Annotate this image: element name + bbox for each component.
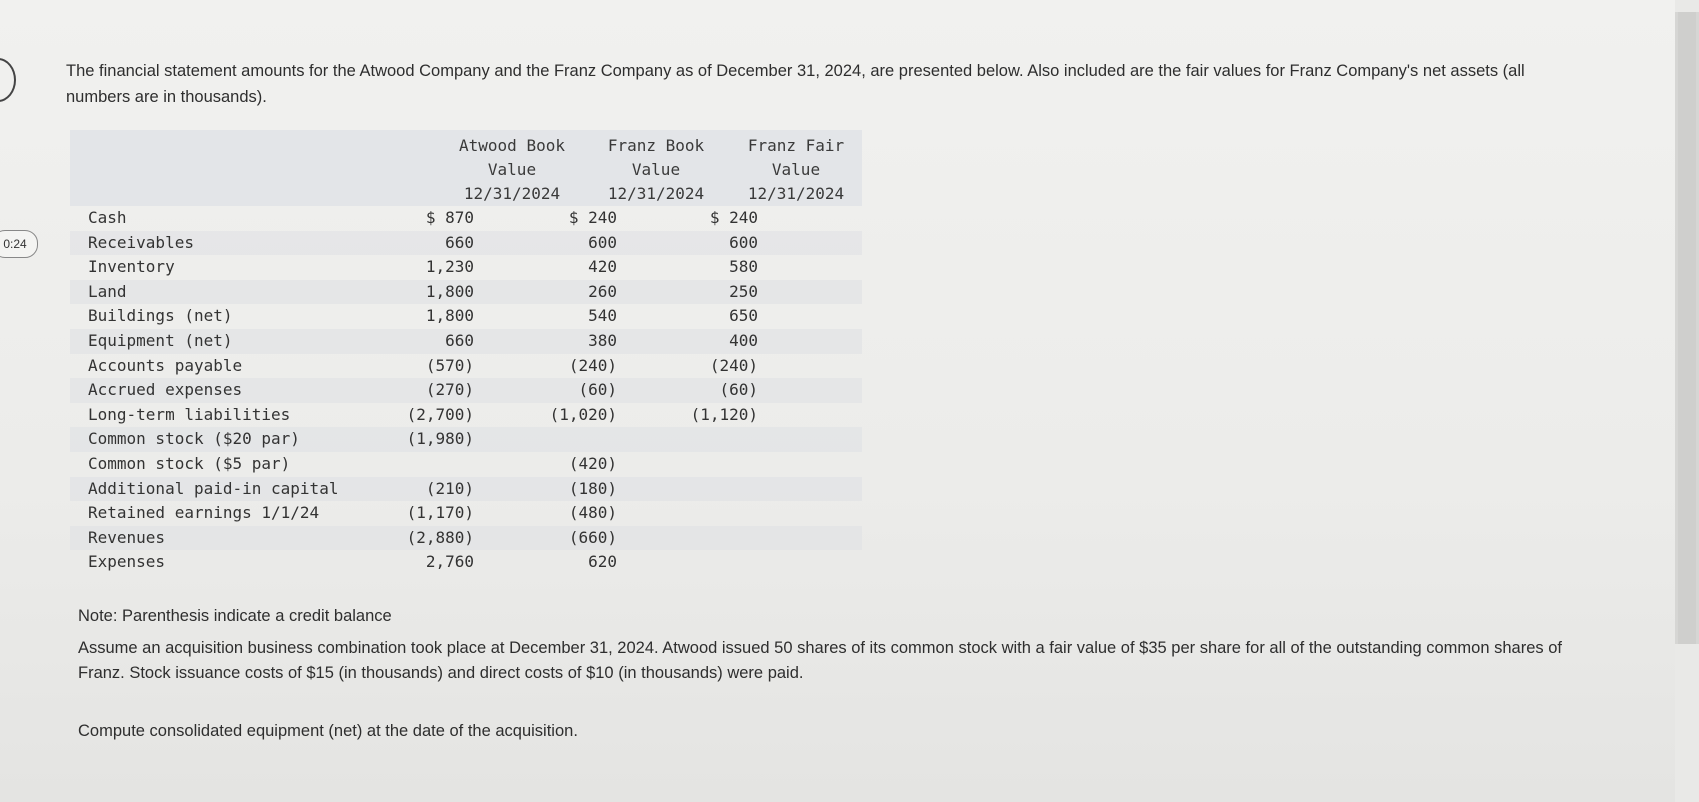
franz-fair-value: 400 <box>729 330 758 350</box>
franz-fair-value: 600 <box>729 232 758 252</box>
atwood-book-value: (570) <box>425 355 474 375</box>
franz-book-value: 420 <box>588 257 617 277</box>
column-header-franz-fair <box>726 134 866 206</box>
atwood-book-value: (1,170) <box>406 503 474 523</box>
franz-fair-value: 580 <box>729 257 758 277</box>
franz-book-value: (180) <box>568 478 617 498</box>
row-label: Expenses <box>88 552 166 572</box>
timer-badge: 0:24 <box>0 230 38 258</box>
atwood-book-value: 1,800 <box>425 281 474 301</box>
row-label: Long-term liabilities <box>88 404 291 424</box>
table-row <box>70 329 862 354</box>
scrollbar[interactable] <box>1675 12 1699 644</box>
financial-table <box>70 130 862 575</box>
row-label: Cash <box>88 208 127 227</box>
atwood-book-value: (210) <box>425 478 474 498</box>
franz-fair-value: 650 <box>729 306 758 326</box>
franz-book-value: (1,020) <box>549 404 617 424</box>
column-header-franz-book <box>586 134 726 206</box>
table-row <box>70 403 862 428</box>
franz-fair-value: $ 240 <box>709 208 758 227</box>
circle-icon <box>0 58 16 102</box>
franz-book-value: (60) <box>578 380 617 400</box>
column-header-line: Franz Book <box>607 136 705 155</box>
note-text: Note: Parenthesis indicate a credit balance <box>78 607 392 625</box>
row-label: Inventory <box>88 257 175 277</box>
franz-book-value: 540 <box>588 306 617 326</box>
table-body <box>70 206 862 575</box>
table-row <box>70 255 862 280</box>
problem-intro: The financial statement amounts for the Atwood Company and the Franz Company as of December 31, 2024, are presented below. Also included are the fair values for Franz Company's net assets (all numbers are in thousands). <box>66 62 1525 106</box>
atwood-book-value: (2,700) <box>406 404 474 424</box>
table-row <box>70 280 862 305</box>
franz-book-value: (660) <box>568 527 617 547</box>
table-row <box>70 206 862 231</box>
atwood-book-value: 1,230 <box>425 257 474 277</box>
column-header-line: Value <box>631 160 681 179</box>
column-header-line: Franz Fair <box>747 136 845 155</box>
atwood-book-value: 660 <box>445 330 474 350</box>
table-row <box>70 501 862 526</box>
table-row <box>70 477 862 502</box>
atwood-book-value: 660 <box>445 232 474 252</box>
column-header-atwood-book <box>442 134 582 206</box>
franz-book-value: 600 <box>588 232 617 252</box>
row-label: Common stock ($20 par) <box>88 429 300 449</box>
assumption-text: Assume an acquisition business combination took place at December 31, 2024. Atwood issued 50 shares of its common stock with a fair value of $35 per share for all of the outstanding common shares of Franz. Stock issuance costs of $15 (in thousands) and direct costs of $10 (in thousands) were paid. <box>78 639 1562 682</box>
atwood-book-value: $ 870 <box>425 208 474 227</box>
table-row <box>70 378 862 403</box>
column-header-line: Value <box>771 160 821 179</box>
franz-book-value: 260 <box>588 281 617 301</box>
row-label: Revenues <box>88 527 166 547</box>
atwood-book-value: 1,800 <box>425 306 474 326</box>
table-row <box>70 550 862 575</box>
atwood-book-value: (270) <box>425 380 474 400</box>
row-label: Equipment (net) <box>88 330 233 350</box>
franz-book-value: 620 <box>588 552 617 572</box>
table-header <box>70 130 862 206</box>
row-label: Additional paid-in capital <box>88 478 339 498</box>
franz-fair-value: (1,120) <box>690 404 758 424</box>
franz-book-value: $ 240 <box>568 208 617 227</box>
franz-book-value: (420) <box>568 453 617 473</box>
table-row <box>70 304 862 329</box>
row-label: Common stock ($5 par) <box>88 453 291 473</box>
franz-fair-value: (240) <box>709 355 758 375</box>
atwood-book-value: (1,980) <box>406 429 474 449</box>
column-header-line: 12/31/2024 <box>747 184 845 203</box>
column-header-line: Value <box>487 160 537 179</box>
row-label: Retained earnings 1/1/24 <box>88 503 320 523</box>
column-header-line: Atwood Book <box>459 136 565 155</box>
franz-book-value: 380 <box>588 330 617 350</box>
column-header-line: 12/31/2024 <box>607 184 705 203</box>
table-row <box>70 427 862 452</box>
row-label: Land <box>88 281 127 301</box>
table-row <box>70 231 862 256</box>
scrollbar-thumb[interactable] <box>1678 12 1696 644</box>
franz-book-value: (240) <box>568 355 617 375</box>
row-label: Buildings (net) <box>88 306 233 326</box>
table-row <box>70 354 862 379</box>
column-header-line: 12/31/2024 <box>463 184 561 203</box>
franz-fair-value: (60) <box>719 380 758 400</box>
atwood-book-value: 2,760 <box>425 552 474 572</box>
row-label: Accrued expenses <box>88 380 243 400</box>
atwood-book-value: (2,880) <box>406 527 474 547</box>
table-row <box>70 526 862 551</box>
row-label: Accounts payable <box>88 355 243 375</box>
question-text: Compute consolidated equipment (net) at the date of the acquisition. <box>78 722 578 740</box>
franz-book-value: (480) <box>568 503 617 523</box>
franz-fair-value: 250 <box>729 281 758 301</box>
table-row <box>70 452 862 477</box>
row-label: Receivables <box>88 232 194 252</box>
